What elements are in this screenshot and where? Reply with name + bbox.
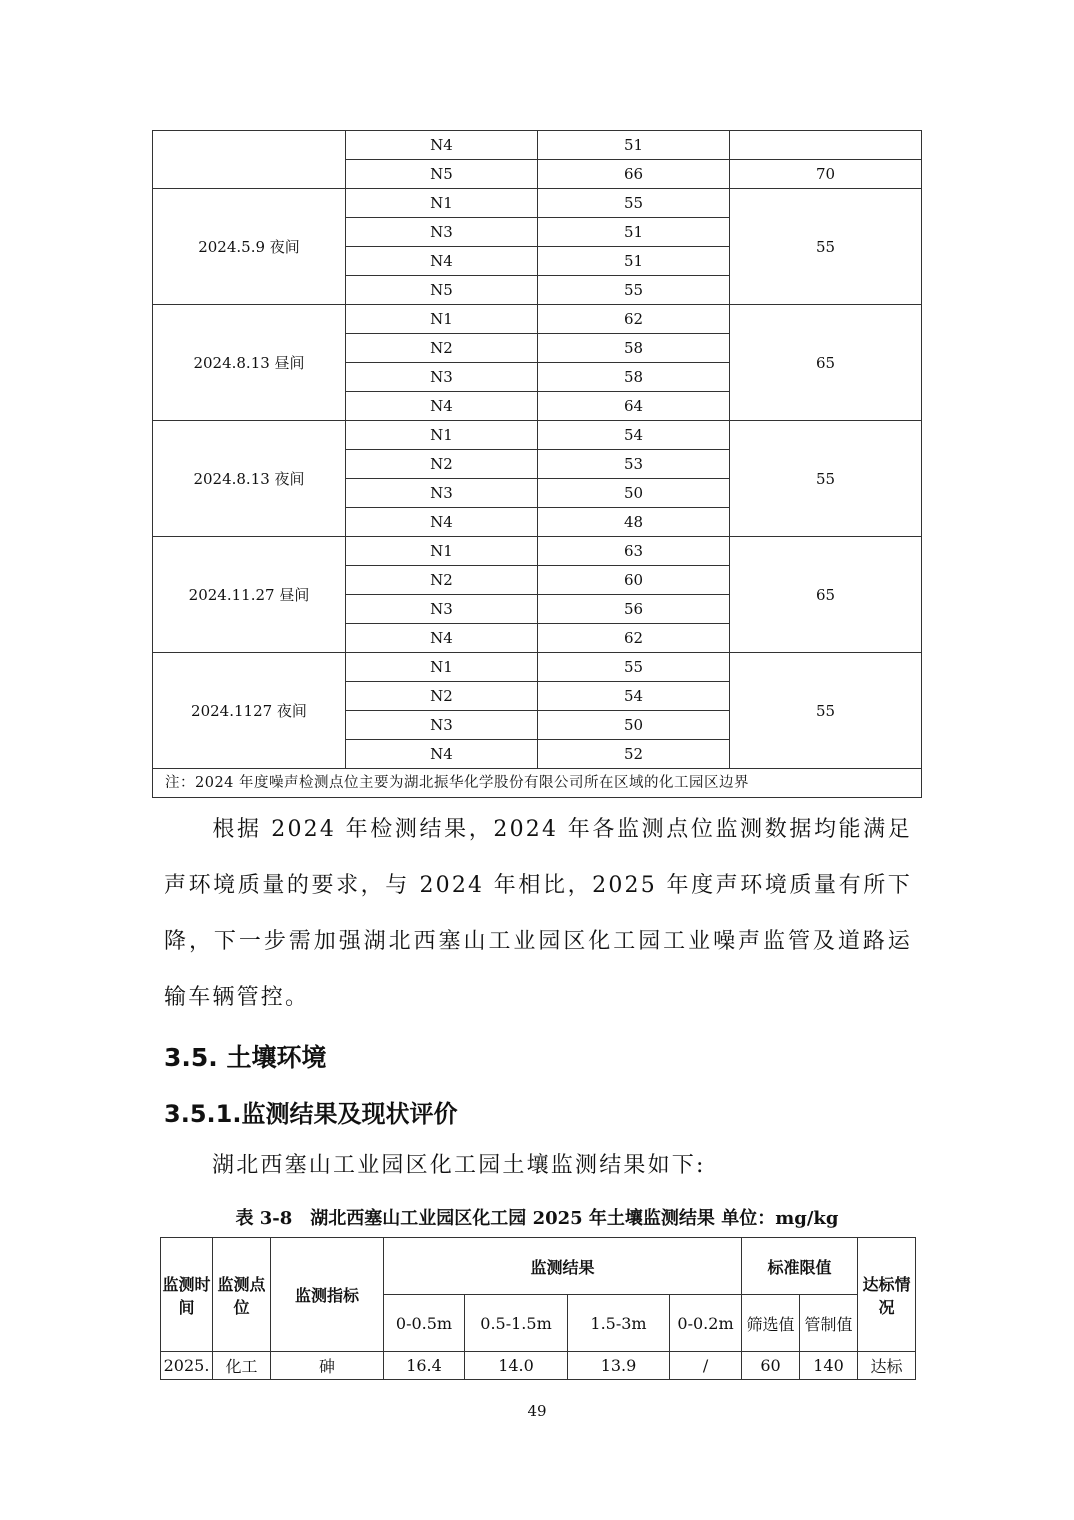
cell-site: 化工 [213,1352,271,1380]
point-cell: N1 [346,421,538,450]
cell-value: 13.9 [568,1352,670,1380]
cell-screening: 60 [742,1352,800,1380]
value-cell: 54 [538,421,730,450]
paragraph-soil-intro [164,1138,912,1194]
header-time: 监测时间 [161,1238,213,1352]
limit-cell: 70 [730,160,922,189]
table-row [153,305,922,334]
section-heading: 3.5. 土壤环境 [164,1043,327,1072]
paragraph-text: 根据 2024 年检测结果，2024 年各监测点位监测数据均能满足声环境质量的要求，与 2024 年相比，2025 年度声环境质量有所下降，下一步需加强湖北西塞山工业园区化工园工业噪声监管及道路运输车辆管控。 [164,817,912,1010]
point-cell: N4 [346,508,538,537]
value-cell: 51 [538,247,730,276]
point-cell: N4 [346,740,538,769]
header-depth: 0-0.5m [384,1295,465,1352]
limit-cell: 65 [730,537,922,653]
noise-table-body [153,131,922,798]
point-cell: N1 [346,189,538,218]
value-cell: 56 [538,595,730,624]
point-cell: N2 [346,682,538,711]
value-cell: 62 [538,624,730,653]
date-cell: 2024.8.13 夜间 [153,421,346,537]
limit-cell: 55 [730,653,922,769]
value-cell: 50 [538,711,730,740]
point-cell: N4 [346,247,538,276]
point-cell: N3 [346,479,538,508]
noise-table [152,130,922,798]
limit-cell: 65 [730,305,922,421]
table-row [153,421,922,450]
value-cell: 52 [538,740,730,769]
header-row [161,1238,916,1295]
point-cell: N1 [346,537,538,566]
point-cell: N3 [346,363,538,392]
limit-cell: 55 [730,189,922,305]
page-number: 49 [527,1402,547,1420]
date-cell: 2024.8.13 昼间 [153,305,346,421]
table-row [153,653,922,682]
point-cell: N4 [346,392,538,421]
value-cell: 63 [538,537,730,566]
value-cell: 51 [538,218,730,247]
value-cell: 48 [538,508,730,537]
header-depth: 1.5-3m [568,1295,670,1352]
date-cell: 2024.11.27 昼间 [153,537,346,653]
cell-value: 16.4 [384,1352,465,1380]
value-cell: 66 [538,160,730,189]
point-cell: N3 [346,218,538,247]
value-cell: 58 [538,363,730,392]
value-cell: 51 [538,131,730,160]
header-depth: 0-0.2m [670,1295,742,1352]
value-cell: 58 [538,334,730,363]
value-cell: 62 [538,305,730,334]
table-row [153,189,922,218]
value-cell: 53 [538,450,730,479]
value-cell: 55 [538,653,730,682]
point-cell: N4 [346,624,538,653]
point-cell: N1 [346,653,538,682]
point-cell: N2 [346,334,538,363]
value-cell: 55 [538,189,730,218]
date-cell: 2024.5.9 夜间 [153,189,346,305]
limit-cell [730,131,922,160]
cell-status: 达标 [858,1352,916,1380]
table-caption: 表 3-8 湖北西塞山工业园区化工园 2025 年土壤监测结果 单位：mg/kg [235,1208,839,1229]
table-row [153,537,922,566]
header-control: 管制值 [800,1295,858,1352]
header-standard: 标准限值 [742,1238,858,1295]
point-cell: N3 [346,711,538,740]
paragraph-noise-conclusion [164,802,912,1026]
cell-time: 2025. [161,1352,213,1380]
point-cell: N1 [346,305,538,334]
point-cell: N5 [346,160,538,189]
header-indicator: 监测指标 [271,1238,384,1352]
table-row [161,1352,916,1380]
cell-value: 14.0 [465,1352,568,1380]
cell-value: / [670,1352,742,1380]
cell-control: 140 [800,1352,858,1380]
value-cell: 60 [538,566,730,595]
point-cell: N2 [346,450,538,479]
subsection-heading: 3.5.1.监测结果及现状评价 [164,1100,458,1128]
paragraph-text: 湖北西塞山工业园区化工园土壤监测结果如下: [212,1153,706,1178]
header-site: 监测点位 [213,1238,271,1352]
date-cell-empty [153,131,346,189]
table-note: 注：2024 年度噪声检测点位主要为湖北振华化学股份有限公司所在区域的化工园区边界 [153,769,922,798]
date-cell: 2024.1127 夜间 [153,653,346,769]
soil-table [160,1237,916,1380]
header-screening: 筛选值 [742,1295,800,1352]
value-cell: 55 [538,276,730,305]
point-cell: N4 [346,131,538,160]
header-status: 达标情况 [858,1238,916,1352]
limit-cell: 55 [730,421,922,537]
value-cell: 64 [538,392,730,421]
table-note-row [153,769,922,798]
value-cell: 54 [538,682,730,711]
header-depth: 0.5-1.5m [465,1295,568,1352]
table-row [153,131,922,160]
value-cell: 50 [538,479,730,508]
header-results: 监测结果 [384,1238,742,1295]
point-cell: N2 [346,566,538,595]
point-cell: N5 [346,276,538,305]
point-cell: N3 [346,595,538,624]
cell-indicator: 砷 [271,1352,384,1380]
